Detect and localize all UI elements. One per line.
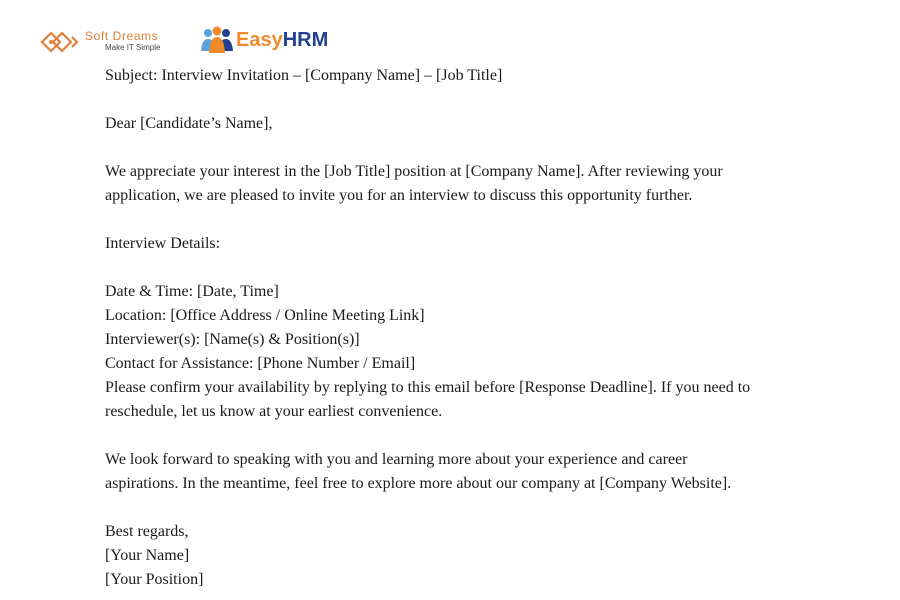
easyhrm-hrm-text: HRM (282, 29, 329, 51)
confirm-line-2: reschedule, let us know at your earliest convenience. (105, 403, 443, 420)
greeting: Dear [Candidate’s Name], (105, 115, 273, 132)
easyhrm-easy-text: Easy (236, 29, 283, 51)
detail-date-time: Date & Time: [Date, Time] (105, 283, 279, 300)
email-letter (105, 64, 845, 592)
detail-interviewers: Interviewer(s): [Name(s) & Position(s)] (105, 331, 360, 348)
intro-line-2: application, we are pleased to invite you for an interview to discuss this opportunity further. (105, 187, 693, 204)
subject-line: Subject: Interview Invitation – [Company Name] – [Job Title] (105, 67, 503, 84)
closing-line-1: We look forward to speaking with you and learning more about your experience and career (105, 451, 688, 468)
header-logos (38, 22, 358, 62)
detail-location: Location: [Office Address / Online Meeting Link] (105, 307, 425, 324)
signature-position: [Your Position] (105, 571, 204, 588)
closing-line-2: aspirations. In the meantime, feel free to explore more about our company at [Company Website]. (105, 475, 732, 492)
detail-contact: Contact for Assistance: [Phone Number / Email] (105, 355, 416, 372)
easyhrm-logo-icon (199, 25, 235, 55)
softdreams-logo-icon (38, 26, 82, 58)
softdreams-name: Soft Dreams (85, 29, 159, 43)
signoff: Best regards, (105, 523, 189, 540)
softdreams-tagline: Make IT Simple (105, 43, 161, 52)
confirm-line-1: Please confirm your availability by replying to this email before [Response Deadline]. If you need to (105, 379, 751, 396)
details-heading: Interview Details: (105, 235, 221, 252)
easyhrm-wordmark (236, 28, 328, 52)
intro-line-1: We appreciate your interest in the [Job Title] position at [Company Name]. After reviewing your (105, 163, 723, 180)
softdreams-wordmark (85, 30, 195, 53)
signature-name: [Your Name] (105, 547, 190, 564)
